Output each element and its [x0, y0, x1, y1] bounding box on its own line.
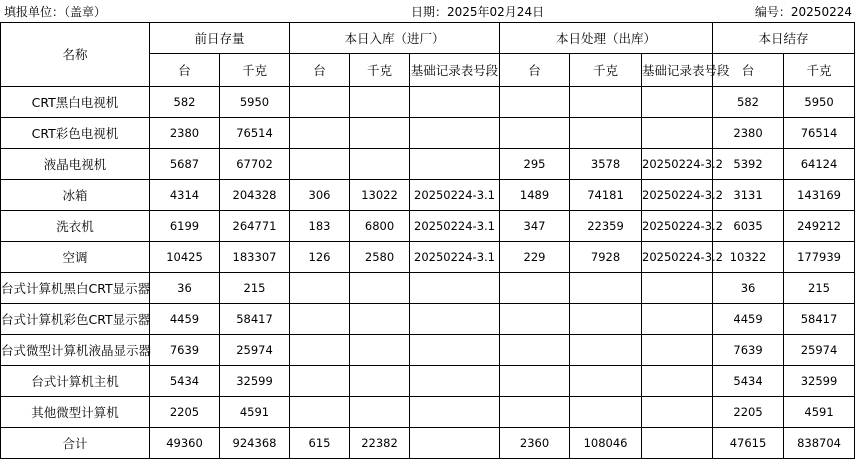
bal-kg-cell: 249212 — [784, 211, 855, 242]
in-code-cell — [410, 118, 500, 149]
header-row-groups — [1, 23, 855, 54]
item-name-cell: 洗衣机 — [1, 211, 150, 242]
bal-kg-cell: 5950 — [784, 87, 855, 118]
in-unit-cell: 126 — [290, 242, 350, 273]
in-code-cell — [410, 87, 500, 118]
out-code-cell: 20250224-3.2 — [642, 180, 713, 211]
item-name-cell: 冰箱 — [1, 180, 150, 211]
prev-kg-cell: 76514 — [220, 118, 290, 149]
in-kg-cell — [350, 366, 410, 397]
bal-kg-cell: 32599 — [784, 366, 855, 397]
table-row — [1, 211, 855, 242]
in-kg-cell — [350, 273, 410, 304]
out-kg-cell: 3578 — [570, 149, 642, 180]
bal-unit-cell: 7639 — [713, 335, 784, 366]
table-row — [1, 149, 855, 180]
bal-unit-cell: 582 — [713, 87, 784, 118]
prev-unit-cell: 6199 — [150, 211, 220, 242]
out-unit-cell: 1489 — [500, 180, 570, 211]
out-code-cell: 20250224-3.2 — [642, 149, 713, 180]
bal-kg-cell: 76514 — [784, 118, 855, 149]
item-name-cell: 台式计算机彩色CRT显示器 — [1, 304, 150, 335]
out-unit-cell — [500, 366, 570, 397]
prev-unit-cell: 5687 — [150, 149, 220, 180]
prev-unit-header: 台 — [150, 54, 220, 87]
table-row — [1, 180, 855, 211]
bal-unit-cell: 2205 — [713, 397, 784, 428]
out-code-cell — [642, 428, 713, 459]
bal-kg-cell: 838704 — [784, 428, 855, 459]
name-column-header: 名称 — [1, 23, 150, 87]
in-unit-cell — [290, 304, 350, 335]
table-row — [1, 397, 855, 428]
prev-unit-cell: 10425 — [150, 242, 220, 273]
table-row — [1, 118, 855, 149]
prev-unit-cell: 49360 — [150, 428, 220, 459]
in-unit-cell: 183 — [290, 211, 350, 242]
out-code-cell — [642, 87, 713, 118]
out-code-cell — [642, 397, 713, 428]
out-kg-cell — [570, 87, 642, 118]
in-kg-cell — [350, 397, 410, 428]
in-kg-cell: 22382 — [350, 428, 410, 459]
prev-unit-cell: 7639 — [150, 335, 220, 366]
bal-unit-cell: 5434 — [713, 366, 784, 397]
out-kg-cell: 74181 — [570, 180, 642, 211]
prev-unit-cell: 582 — [150, 87, 220, 118]
out-kg-cell — [570, 397, 642, 428]
table-row — [1, 428, 855, 459]
bal-kg-cell: 25974 — [784, 335, 855, 366]
item-name-cell: 合计 — [1, 428, 150, 459]
filling-unit-label: 填报单位：（盖章） — [4, 5, 107, 19]
out-unit-header: 台 — [500, 54, 570, 87]
in-unit-cell — [290, 87, 350, 118]
out-unit-cell: 229 — [500, 242, 570, 273]
out-kg-cell — [570, 366, 642, 397]
prev-stock-header: 前日存量 — [150, 23, 290, 54]
in-kg-cell: 6800 — [350, 211, 410, 242]
out-code-cell: 20250224-3.2 — [642, 242, 713, 273]
table-row — [1, 304, 855, 335]
prev-kg-cell: 4591 — [220, 397, 290, 428]
item-name-cell: 台式计算机黑白CRT显示器 — [1, 273, 150, 304]
prev-kg-cell: 67702 — [220, 149, 290, 180]
in-kg-cell — [350, 118, 410, 149]
out-unit-cell: 347 — [500, 211, 570, 242]
bal-kg-cell: 143169 — [784, 180, 855, 211]
out-kg-cell — [570, 273, 642, 304]
bal-kg-cell: 215 — [784, 273, 855, 304]
out-unit-cell — [500, 118, 570, 149]
prev-kg-cell: 264771 — [220, 211, 290, 242]
in-unit-cell — [290, 366, 350, 397]
out-code-cell — [642, 304, 713, 335]
out-kg-header: 千克 — [570, 54, 642, 87]
report-number: 编号：20250224 — [754, 5, 852, 19]
bal-unit-cell: 2380 — [713, 118, 784, 149]
bal-kg-cell: 4591 — [784, 397, 855, 428]
prev-kg-header: 千克 — [220, 54, 290, 87]
out-kg-cell — [570, 304, 642, 335]
out-code-cell — [642, 273, 713, 304]
item-name-cell: CRT黑白电视机 — [1, 87, 150, 118]
table-row — [1, 242, 855, 273]
prev-kg-cell: 5950 — [220, 87, 290, 118]
table-row — [1, 87, 855, 118]
bal-unit-cell: 3131 — [713, 180, 784, 211]
in-unit-cell — [290, 397, 350, 428]
in-code-header: 基础记录表号段 — [410, 54, 500, 87]
bal-unit-header: 台 — [713, 54, 784, 87]
out-code-cell — [642, 118, 713, 149]
out-code-cell — [642, 366, 713, 397]
item-name-cell: 其他微型计算机 — [1, 397, 150, 428]
in-unit-cell — [290, 118, 350, 149]
in-code-cell — [410, 397, 500, 428]
in-code-cell: 20250224-3.1 — [410, 242, 500, 273]
in-unit-cell — [290, 335, 350, 366]
table-row — [1, 273, 855, 304]
today-in-header: 本日入库（进厂） — [290, 23, 500, 54]
in-unit-cell — [290, 149, 350, 180]
in-code-cell — [410, 273, 500, 304]
in-unit-header: 台 — [290, 54, 350, 87]
out-unit-cell — [500, 397, 570, 428]
item-name-cell: 液晶电视机 — [1, 149, 150, 180]
in-code-cell — [410, 304, 500, 335]
item-name-cell: CRT彩色电视机 — [1, 118, 150, 149]
in-unit-cell: 306 — [290, 180, 350, 211]
in-unit-cell — [290, 273, 350, 304]
out-kg-cell: 22359 — [570, 211, 642, 242]
out-unit-cell — [500, 273, 570, 304]
prev-unit-cell: 4459 — [150, 304, 220, 335]
prev-kg-cell: 215 — [220, 273, 290, 304]
prev-kg-cell: 58417 — [220, 304, 290, 335]
bal-unit-cell: 4459 — [713, 304, 784, 335]
in-code-cell — [410, 335, 500, 366]
item-name-cell: 空调 — [1, 242, 150, 273]
prev-kg-cell: 25974 — [220, 335, 290, 366]
inventory-table — [0, 22, 855, 459]
in-code-cell — [410, 149, 500, 180]
out-code-header: 基础记录表号段 — [642, 54, 713, 87]
report-header — [0, 0, 854, 23]
in-code-cell: 20250224-3.1 — [410, 180, 500, 211]
in-code-cell: 20250224-3.1 — [410, 211, 500, 242]
out-unit-cell — [500, 304, 570, 335]
prev-unit-cell: 36 — [150, 273, 220, 304]
out-unit-cell — [500, 87, 570, 118]
bal-kg-cell: 58417 — [784, 304, 855, 335]
item-name-cell: 台式微型计算机液晶显示器 — [1, 335, 150, 366]
bal-kg-header: 千克 — [784, 54, 855, 87]
in-kg-cell — [350, 304, 410, 335]
out-unit-cell — [500, 335, 570, 366]
prev-unit-cell: 4314 — [150, 180, 220, 211]
bal-kg-cell: 64124 — [784, 149, 855, 180]
bal-unit-cell: 47615 — [713, 428, 784, 459]
out-kg-cell — [570, 335, 642, 366]
in-kg-cell — [350, 87, 410, 118]
prev-kg-cell: 32599 — [220, 366, 290, 397]
bal-kg-cell: 177939 — [784, 242, 855, 273]
table-body — [1, 23, 855, 459]
in-code-cell — [410, 428, 500, 459]
today-processed-header: 本日处理（出库） — [500, 23, 713, 54]
in-kg-cell: 2580 — [350, 242, 410, 273]
in-kg-header: 千克 — [350, 54, 410, 87]
out-kg-cell: 7928 — [570, 242, 642, 273]
today-balance-header: 本日结存 — [713, 23, 855, 54]
in-kg-cell — [350, 335, 410, 366]
prev-unit-cell: 2380 — [150, 118, 220, 149]
item-name-cell: 台式计算机主机 — [1, 366, 150, 397]
out-unit-cell: 2360 — [500, 428, 570, 459]
bal-unit-cell: 36 — [713, 273, 784, 304]
bal-unit-cell: 10322 — [713, 242, 784, 273]
in-kg-cell: 13022 — [350, 180, 410, 211]
prev-unit-cell: 2205 — [150, 397, 220, 428]
table-row — [1, 335, 855, 366]
out-code-cell: 20250224-3.2 — [642, 211, 713, 242]
in-code-cell — [410, 366, 500, 397]
in-kg-cell — [350, 149, 410, 180]
out-unit-cell: 295 — [500, 149, 570, 180]
prev-kg-cell: 183307 — [220, 242, 290, 273]
out-code-cell — [642, 335, 713, 366]
table-row — [1, 366, 855, 397]
bal-unit-cell: 6035 — [713, 211, 784, 242]
in-unit-cell: 615 — [290, 428, 350, 459]
prev-kg-cell: 204328 — [220, 180, 290, 211]
prev-unit-cell: 5434 — [150, 366, 220, 397]
bal-unit-cell: 5392 — [713, 149, 784, 180]
out-kg-cell: 108046 — [570, 428, 642, 459]
prev-kg-cell: 924368 — [220, 428, 290, 459]
out-kg-cell — [570, 118, 642, 149]
report-date: 日期：2025年02月24日 — [411, 5, 545, 19]
